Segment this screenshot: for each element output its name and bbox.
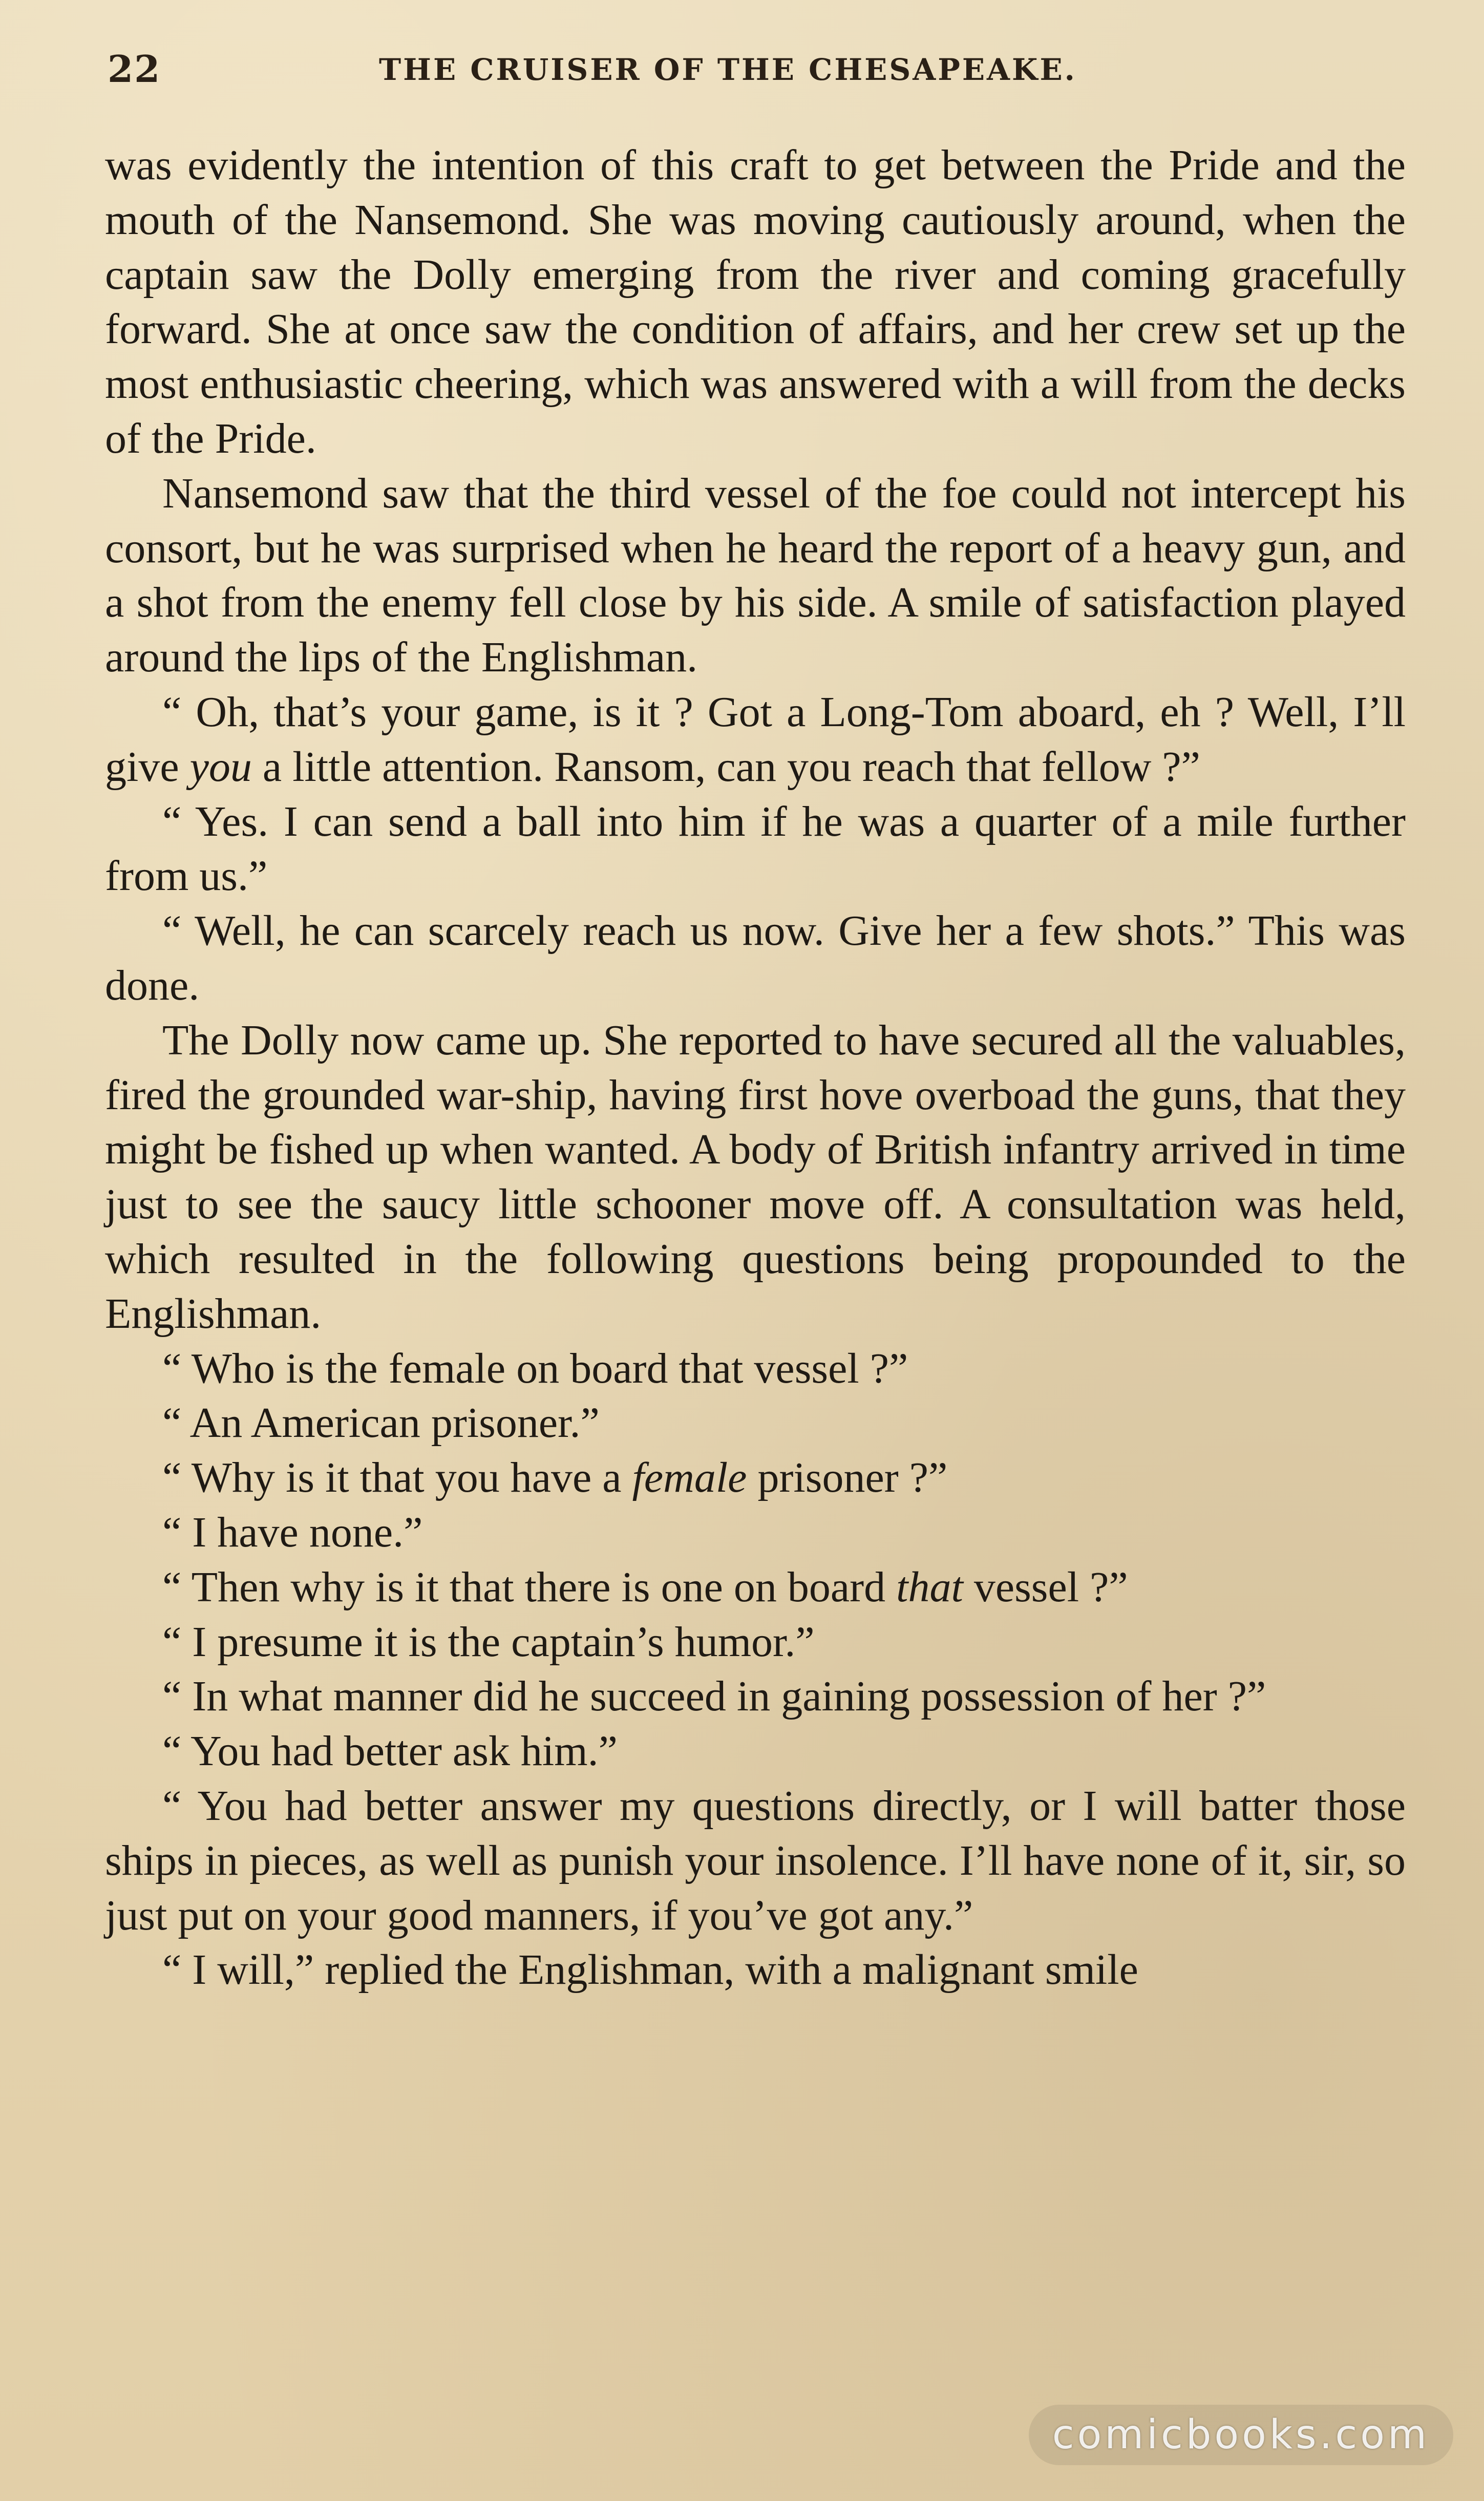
paragraph xyxy=(105,1506,1406,1560)
body-text xyxy=(105,138,1406,1998)
paragraph xyxy=(105,1615,1406,1670)
italic-text: that xyxy=(896,1563,963,1611)
text-segment: Nansemond saw that the third vessel of the foe could not intercept his consort, but he was surprised when he heard the report of a heavy gun, and a shot from the enemy fell close by his side. A smile of satisfaction played around the lips of the Englishman. xyxy=(105,469,1406,682)
paragraph xyxy=(105,1396,1406,1451)
paragraph xyxy=(105,1013,1406,1342)
italic-text: female xyxy=(632,1454,747,1502)
paragraph xyxy=(105,1451,1406,1506)
text-segment: “ Why is it that you have a xyxy=(162,1454,632,1502)
text-segment: “ An American prisoner.” xyxy=(162,1399,600,1447)
text-segment: “ Oh, that’s your game, is it ? Got a Long-Tom aboard, eh ? Well, I’ll give xyxy=(105,688,1406,791)
text-segment: prisoner ?” xyxy=(747,1454,948,1502)
page-number: 22 xyxy=(108,47,161,91)
italic-text: you xyxy=(189,743,252,791)
text-segment: “ Well, he can scarcely reach us now. Give her a few shots.” This was done. xyxy=(105,907,1406,1009)
text-segment: The Dolly now came up. She reported to have secured all the valuables, fired the grounded war-ship, having first hove overboad the guns, that they might be fished up when wanted. A body of British infantry arrived in time just to see the saucy little schooner move off. A consultation was held, which resulted in the following questions being propounded to the Englishman. xyxy=(105,1016,1406,1338)
paragraph xyxy=(105,1779,1406,1943)
paragraph xyxy=(105,904,1406,1013)
watermark: comicbooks.com xyxy=(1029,2405,1453,2465)
text-segment: a little attention. Ransom, can you reach that fellow ?” xyxy=(251,743,1200,791)
text-segment: “ You had better ask him.” xyxy=(162,1727,618,1775)
paragraph xyxy=(105,1943,1406,1998)
paragraph xyxy=(105,138,1406,467)
paragraph xyxy=(105,1669,1406,1724)
text-segment: “ I have none.” xyxy=(162,1508,423,1556)
text-segment: was evidently the intention of this craft to get between the Pride and the mouth of the Nansemond. She was moving cautiously around, when the captain saw the Dolly emerging from the river and coming gracefully forward. She at once saw the condition of affairs, and her crew set up the most enthusiastic cheering, which was answered with a will from the decks of the Pride. xyxy=(105,141,1406,462)
paragraph xyxy=(105,685,1406,795)
text-segment: “ Yes. I can send a ball into him if he was a quarter of a mile further from us.” xyxy=(105,797,1406,900)
running-head: THE CRUISER OF THE CHESAPEAKE. xyxy=(379,52,1077,87)
paragraph xyxy=(105,1342,1406,1396)
text-segment: “ In what manner did he succeed in gaining possession of her ?” xyxy=(162,1672,1266,1721)
paragraph xyxy=(105,795,1406,904)
text-segment: “ You had better answer my questions directly, or I will batter those ships in pieces, as well as punish your insolence. I’ll have none of it, sir, so just put on your good manners, if you’ve got any.” xyxy=(105,1782,1406,1939)
text-segment: “ I presume it is the captain’s humor.” xyxy=(162,1618,815,1666)
text-segment: vessel ?” xyxy=(963,1563,1128,1611)
paragraph xyxy=(105,1560,1406,1615)
paragraph xyxy=(105,467,1406,685)
text-segment: “ I will,” replied the Englishman, with a malignant smile xyxy=(162,1946,1138,1994)
page-header xyxy=(108,47,1408,93)
text-segment: “ Then why is it that there is one on board xyxy=(162,1563,897,1611)
text-segment: “ Who is the female on board that vessel ?” xyxy=(162,1344,908,1392)
paragraph xyxy=(105,1724,1406,1779)
